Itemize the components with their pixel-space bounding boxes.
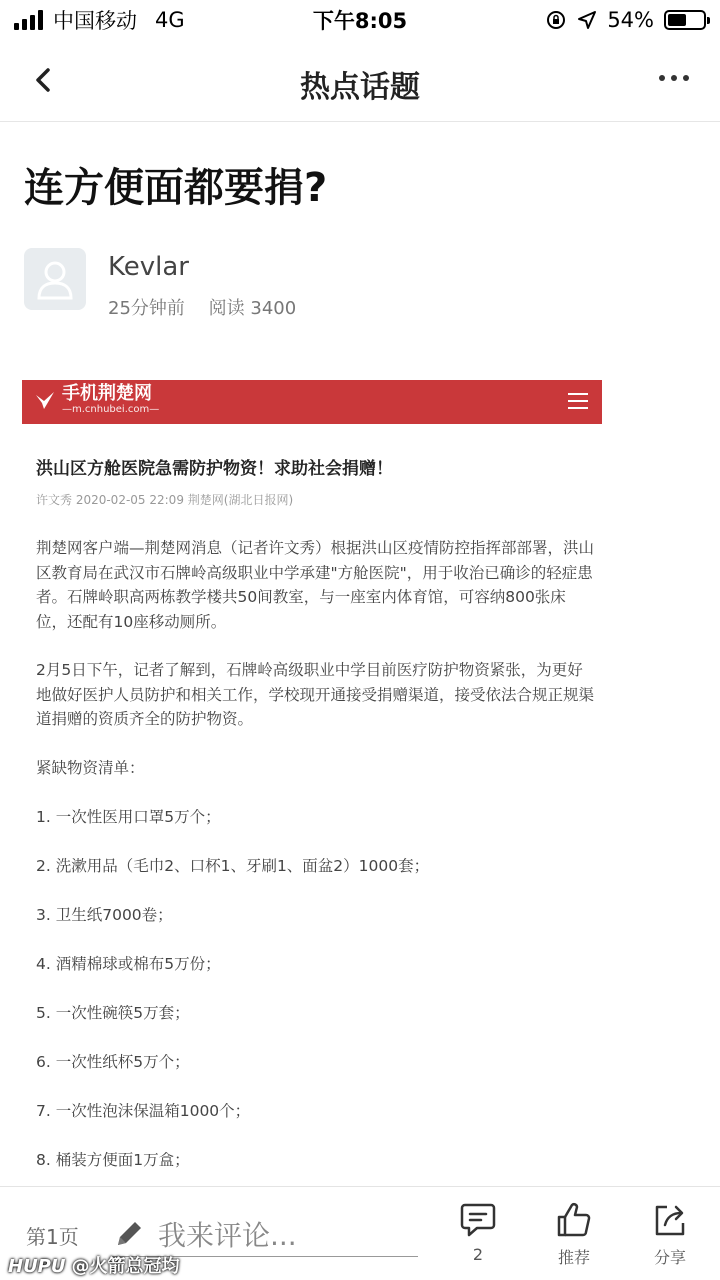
bird-logo-icon <box>34 389 56 411</box>
news-paragraph: 2月5日下午，记者了解到，石牌岭高级职业中学目前医疗防护物资紧张，为更好地做好医护人员防护和相关工作，学校现开通接受捐赠渠道，接受依法合规正规渠道捐赠的资质齐全的防护物资。 <box>36 661 595 728</box>
news-site-url: —m.cnhubei.com— <box>62 404 160 415</box>
news-site-header <box>22 380 602 424</box>
battery-icon <box>664 10 706 30</box>
news-headline: 洪山区方舱医院急需防护物资！求助社会捐赠！ <box>36 459 393 479</box>
recommend-label: 推荐 <box>557 1248 590 1267</box>
recommend-button[interactable] <box>534 1201 614 1268</box>
thumbs-up-icon <box>555 1201 593 1239</box>
news-byline: 许文秀 2020-02-05 22:09 荆楚网(湖北日报网) <box>36 493 294 507</box>
watermark <box>8 1252 180 1278</box>
share-label: 分享 <box>653 1248 686 1267</box>
hamburger-menu-icon <box>568 392 588 410</box>
pencil-icon <box>112 1217 146 1251</box>
supply-list-item: 2. 洗漱用品（毛巾2、口杯1、牙刷1、面盆2）1000套； <box>36 856 430 875</box>
comment-bubble-icon <box>459 1201 497 1239</box>
news-site-logo <box>34 384 159 416</box>
share-button[interactable] <box>630 1201 710 1268</box>
page-indicator[interactable]: 第1页 <box>26 1225 79 1249</box>
supply-list-item: 1. 一次性医用口罩5万个； <box>36 807 221 826</box>
more-options-icon[interactable] <box>658 70 690 86</box>
comment-placeholder: 我来评论... <box>158 1218 297 1252</box>
supply-list-item: 3. 卫生纸7000卷； <box>36 905 173 924</box>
post-time: 25分钟前 <box>108 298 185 319</box>
news-paragraph: 荆楚网客户端—荆楚网消息（记者许文秀）根据洪山区疫情防控指挥部部署，洪山区教育局在武汉市石牌岭高级职业中学承建"方舱医院"，用于收治已确诊的轻症患者。石牌岭职高两栋教学楼共50间教室，与一座室内体育馆，可容纳800张床位，还配有10座移动厕所。 <box>36 539 595 631</box>
supply-list-item: 6. 一次性纸杯5万个； <box>36 1052 190 1071</box>
comment-count: 2 <box>472 1245 484 1264</box>
location-arrow-icon <box>577 10 597 30</box>
supply-list-item: 5. 一次性碗筷5万套； <box>36 1003 190 1022</box>
author-name[interactable]: Kevlar <box>108 252 189 282</box>
author-row <box>24 248 314 320</box>
supply-list-item: 8. 桶装方便面1万盒； <box>36 1150 190 1169</box>
rotation-lock-icon <box>545 9 567 31</box>
news-site-name: 手机荆楚网 <box>62 383 152 404</box>
battery-percent: 54% <box>607 8 654 32</box>
status-time: 下午8:05 <box>312 9 408 33</box>
share-icon <box>651 1201 689 1239</box>
watermark-brand: HUPU <box>8 1256 66 1277</box>
news-body <box>36 536 596 1197</box>
carrier-label: 中国移动 <box>53 9 137 33</box>
supply-list-item: 4. 酒精棉球或棉布5万份； <box>36 954 221 973</box>
watermark-user: @火箭总冠均 <box>71 1256 180 1277</box>
network-label: 4G <box>155 8 185 32</box>
article-title: 连方便面都要捐? <box>24 165 328 211</box>
comments-button[interactable] <box>438 1201 518 1264</box>
page-title: 热点话题 <box>300 70 420 105</box>
user-placeholder-icon <box>32 256 78 302</box>
nav-bar <box>0 40 720 122</box>
comment-input[interactable] <box>112 1211 418 1257</box>
status-bar <box>0 0 720 40</box>
signal-icon <box>14 10 43 30</box>
embedded-news-image[interactable] <box>22 380 602 1200</box>
supply-list-item: 7. 一次性泡沫保温箱1000个； <box>36 1101 251 1120</box>
avatar[interactable] <box>24 248 86 310</box>
supply-list-title: 紧缺物资清单： <box>36 758 145 777</box>
read-count: 阅读 3400 <box>208 298 297 319</box>
